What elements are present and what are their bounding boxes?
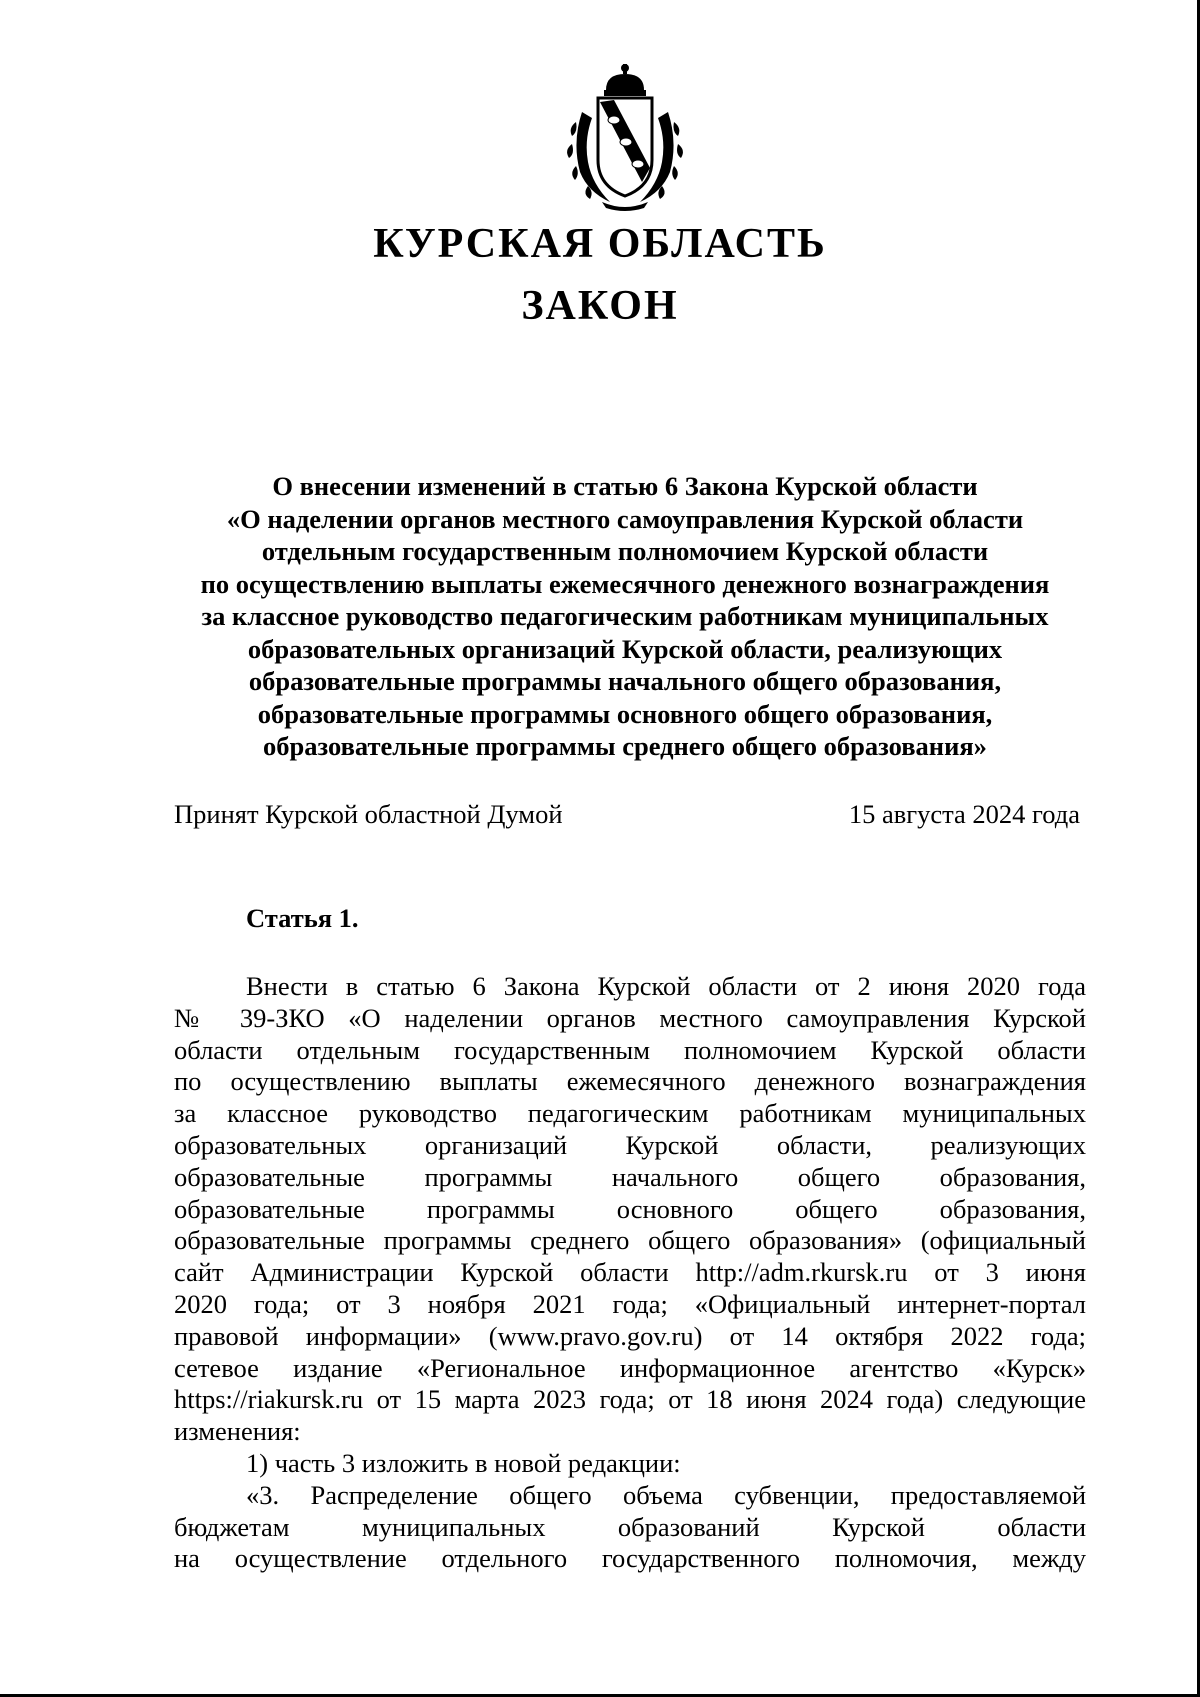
law-title-line: О внесении изменений в статью 6 Закона Курской области — [272, 471, 978, 501]
adopted-by: Принят Курской областной Думой — [174, 799, 563, 829]
law-title-line: отдельным государственным полномочием Курской области — [261, 536, 989, 566]
body-line: образовательные программы среднего общего образования» (официальный — [174, 1225, 1086, 1256]
body-line: за классное руководство педагогическим работникам муниципальных — [174, 1098, 1086, 1129]
body-line: № 39-ЗКО «О наделении органов местного самоуправления Курской — [174, 1002, 1086, 1033]
body-line: по осуществлению выплаты ежемесячного денежного вознаграждения — [174, 1066, 1086, 1097]
law-title-line: за классное руководство педагогическим работникам муниципальных — [201, 601, 1049, 631]
body-line: https://riakursk.ru от 15 марта 2023 года; от 18 июня 2024 года) следующие — [174, 1384, 1086, 1415]
body-line: образовательных организаций Курской области, реализующих — [174, 1129, 1086, 1160]
law-title-line: образовательных организаций Курской области, реализующих — [247, 633, 1003, 664]
body-line: 2020 года; от 3 ноября 2021 года; «Официальный интернет-портал — [174, 1288, 1086, 1319]
adoption-date: 15 августа 2024 года — [848, 799, 1080, 829]
body-line: изменения: — [174, 1416, 301, 1447]
coat-of-arms-icon — [562, 62, 688, 212]
body-line: бюджетам муниципальных образований Курской области — [174, 1511, 1086, 1542]
body-line: правовой информации» (www.pravo.gov.ru) от 14 октября 2022 года; — [174, 1320, 1086, 1351]
body-line: сайт Администрации Курской области http://adm.rkursk.ru от 3 июня — [174, 1257, 1086, 1288]
body-line: 1) часть 3 изложить в новой редакции: — [246, 1447, 681, 1478]
region-title: КУРСКАЯ ОБЛАСТЬ — [373, 221, 827, 267]
body-line: «3. Распределение общего объема субвенции, предоставляемой — [246, 1479, 1086, 1510]
law-title-line: образовательные программы основного общего образования, — [257, 698, 993, 729]
law-title-line: по осуществлению выплаты ежемесячного денежного вознаграждения — [200, 568, 1050, 599]
document-type: ЗАКОН — [521, 283, 679, 329]
body-line: Внести в статью 6 Закона Курской области от 2 июня 2020 года — [246, 971, 1086, 1001]
law-title-line: образовательные программы начального общего образования, — [248, 666, 1002, 696]
law-title — [160, 470, 1090, 763]
law-title-line: «О наделении органов местного самоуправления Курской области — [226, 503, 1024, 534]
body-line: области отдельным государственным полномочием Курской области — [174, 1034, 1086, 1065]
body-line: сетевое издание «Региональное информационное агентство «Курск» — [174, 1352, 1086, 1383]
body-line: образовательные программы основного общего образования, — [174, 1193, 1086, 1224]
body-line: образовательные программы начального общего образования, — [174, 1161, 1086, 1192]
article-body — [174, 971, 1086, 1575]
body-line: на осуществление отдельного государственного полномочия, между — [174, 1543, 1086, 1574]
article-heading: Статья 1. — [246, 903, 359, 933]
law-title-line: образовательные программы среднего общего образования» — [263, 731, 987, 761]
